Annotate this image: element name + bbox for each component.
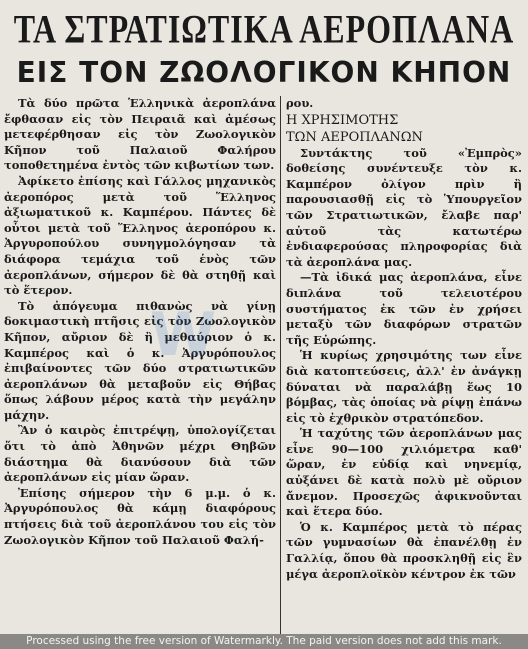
article-continuation: ρου. [286,96,314,110]
watermark-notice: Processed using the free version of Watermarkly. The paid version does not add this mark. [0,634,528,649]
watermark-logo: W [150,300,221,370]
article-paragraph: Ἂν ὁ καιρὸς ἐπιτρέψῃ, ὑπολογίζεται ὅτι τὸ ἀπὸ Ἀθηνῶν μέχρι Θηβῶν διάστημα θὰ διανύσουν διὰ τῶν ἀεροπλάνων εἰς μίαν ὥραν. [4,423,276,485]
headline-line-2: ΕΙΣ ΤΟΝ ΖΩΟΛΟΓΙΚΟΝ ΚΗΠΟΝ [16,56,512,89]
article-paragraph: —Τὰ ἰδικά μας ἀεροπλάνα, εἶνε διπλάνα τοῦ τελειοτέρου συστήματος ἐκ τῶν ἐν χρήσει μεταξὺ τῶν διαφόρων στρατῶν τῆς Εὐρώπης. [286,270,522,347]
article-paragraph: Τὸ ἀπόγευμα πιθανὼς νὰ γίνῃ δοκιμαστικὴ πτῆσις εἰς τὸν Ζωολογικὸν Κῆπον, αὔριον δὲ ἢ μεθαύριον ὁ κ. Καμπέρος καὶ ὁ κ. Ἀργυρόπουλος ἐπιβαίνοντες τῶν δύο στρατιωτικῶν ἀεροπλάνων θὰ μεταβοῦν εἰς Θήβας ὅπως λάβουν μέρος κατὰ τὴν μεγάλην μάχην. [4,298,276,422]
subheading-line-2: ΤΩΝ ΑΕΡΟΠΛΑΝΩΝ [286,129,423,145]
article-paragraph: Ἀφίκετο ἐπίσης καὶ Γάλλος μηχανικὸς ἀεροπόρος μετὰ τοῦ Ἕλληνος ἀξιωματικοῦ κ. Καμπέρου. Πάντες δὲ οὗτοι μετὰ τοῦ Ἕλληνος ἀεροπόρου κ. Ἀργυροπούλου συνηγμολόγησαν τὰ διάφορα τεμάχια τοῦ ἑνὸς τῶν ἀεροπλάνων, σήμερον δὲ θὰ στηθῇ καὶ τὸ ἕτερον. [4,173,276,298]
article-paragraph: Ἡ κυρίως χρησιμότης των εἶνε διὰ κατοπτεύσεις, ἀλλ' ἐν ἀνάγκῃ δύναται νὰ παραλάβῃ ἕως 10 βόμβας, τὰς ὁποίας νὰ ρίψῃ ἐπάνω εἰς τὸ ἐχθρικὸν στρατόπεδον. [286,348,522,425]
article-paragraph: Ὁ κ. Καμπέρος μετὰ τὸ πέρας τῶν γυμνασίων θὰ ἐπανέλθῃ ἐν Γαλλίᾳ, ὅπου θὰ προσκληθῇ εἰς ἓν μέγα ἀεροπλοϊκὸν κέντρον ἐκ τῶν [286,519,522,581]
article-paragraph: Συντάκτης τοῦ «Ἐμπρὸς» δοθείσης συνέντευξε τὸν κ. Καμπέρον ὀλίγον πρὶν ἢ παρουσιασθῇ εἰς τὸ Ὑπουργεῖον τῶν Στρατιωτικῶν, ἔλαβε παρ' αὐτοῦ τὰς κατωτέρω ἐνδιαφερούσας πληροφορίας διὰ τὰ ἀεροπλάνα μας. [286,145,522,269]
article-paragraph: Ἐπίσης σήμερον τὴν 6 μ.μ. ὁ κ. Ἀργυρόπουλος θὰ κάμῃ διαφόρους πτήσεις διὰ τοῦ ἀεροπλάνου του εἰς τὸν Ζωολογικὸν Κῆπον τοῦ Παλαιοῦ Φαλή- [4,485,276,547]
headline-line-1: ΤΑ ΣΤΡΑΤΙΩΤΙΚΑ ΑΕΡΟΠΛΑΝΑ [13,6,515,51]
article-paragraph: Τὰ δύο πρῶτα Ἑλληνικὰ ἀεροπλάνα ἔφθασαν εἰς τὸν Πειραιᾶ καὶ ἀμέσως μετεφέρθησαν εἰς τὸν Ζωολογικὸν Κῆπον τοῦ Παλαιοῦ Φαλήρου τοποθετημένα ἐντὸς τῶν κιβωτίων των. [4,96,276,173]
subheading-line-1: Η ΧΡΗΣΙΜΟΤΗΣ [286,112,399,128]
article-paragraph: Ἡ ταχύτης τῶν ἀεροπλάνων μας εἶνε 90—100 χιλιόμετρα καθ' ὥραν, ἐν εὐδίᾳ καὶ νηνεμίᾳ, αὐξάνει δὲ κατὰ πολὺ μὲ οὔριον ἄνεμον. Προσεχῶς ἀφικνοῦνται καὶ ἕτερα δύο. [286,426,522,519]
